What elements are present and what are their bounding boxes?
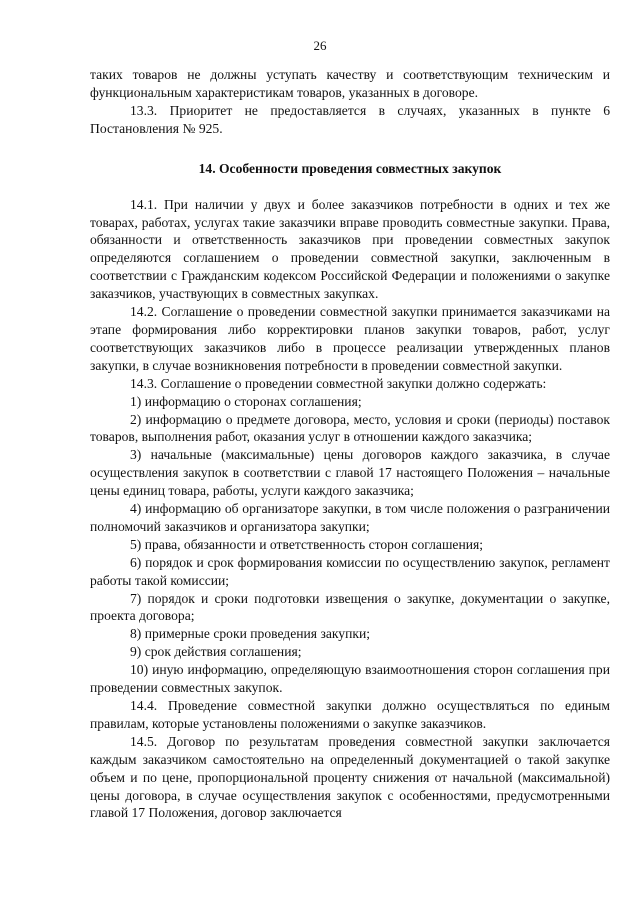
list-item-3: 3) начальные (максимальные) цены договоров каждого заказчика, в случае осуществления закупок в соответствии с главой 17 настоящего Положения – начальные цены единиц товара, работы, услуги каждого заказчика;	[90, 447, 610, 499]
list-item-7: 7) порядок и сроки подготовки извещения о закупке, документации о закупке, проекта договора;	[90, 590, 610, 624]
paragraph-continuation: таких товаров не должны уступать качеству и соответствующим техническим и функциональным характеристикам товаров, указанных в договоре.	[90, 67, 610, 100]
document-body	[90, 66, 610, 822]
list-item-9: 9) срок действия соглашения;	[130, 644, 302, 660]
list-item-10: 10) иную информацию, определяющую взаимоотношения сторон соглашения при проведении совместных закупок.	[90, 662, 610, 696]
page-number: 26	[313, 38, 327, 53]
paragraph-14-3: 14.3. Соглашение о проведении совместной закупки должно содержать:	[130, 375, 547, 391]
list-item-4: 4) информацию об организаторе закупки, в том числе положения о разграничении полномочий заказчиков и организатора закупки;	[90, 501, 610, 534]
paragraph-13-3: 13.3. Приоритет не предоставляется в случаях, указанных в пункте 6 Постановления № 925.	[90, 102, 610, 136]
paragraph-14-5: 14.5. Договор по результатам проведения совместной закупки заключается каждым заказчиком самостоятельно на определенный документацией о такой закупке объем и по цене, пропорциональной проценту снижения от начальной (максимальной) цены договора, в случае осуществления закупок с особенностями, предусмотренными главой 17 Положения, договор заключается	[90, 733, 610, 821]
paragraph-14-4: 14.4. Проведение совместной закупки должно осуществляться по единым правилам, которые установлены положениями о закупке заказчиков.	[90, 698, 610, 731]
list-item-1: 1) информацию о сторонах соглашения;	[130, 393, 362, 409]
paragraph-14-1: 14.1. При наличии у двух и более заказчиков потребности в одних и тех же товарах, работах, услугах такие заказчики вправе проводить совместные закупки. Права, обязанности и ответственность заказчиков при проведении совместных закупок определяются соглашением о проведении совместной закупки, заключенным в соответствии с Гражданским кодексом Российской Федерации и положениями о закупке заказчиков, участвующих в совместных закупках.	[90, 196, 610, 302]
section-heading: 14. Особенности проведения совместных закупок	[198, 160, 502, 176]
paragraph-14-2: 14.2. Соглашение о проведении совместной закупки принимается заказчиками на этапе формирования либо корректировки планов закупки товаров, работ, услуг соответствующих заказчиков либо в процессе реализации утвержденных планов закупки, в случае возникновения потребности в проведении совместной закупки.	[90, 304, 610, 373]
list-item-2: 2) информацию о предмете договора, место, условия и сроки (периоды) поставок товаров, выполнения работ, оказания услуг в отношении каждого заказчика;	[90, 411, 610, 445]
list-item-6: 6) порядок и срок формирования комиссии по осуществлению закупок, регламент работы такой комиссии;	[90, 554, 610, 588]
list-item-5: 5) права, обязанности и ответственность сторон соглашения;	[130, 536, 484, 552]
list-item-8: 8) примерные сроки проведения закупки;	[130, 626, 371, 642]
